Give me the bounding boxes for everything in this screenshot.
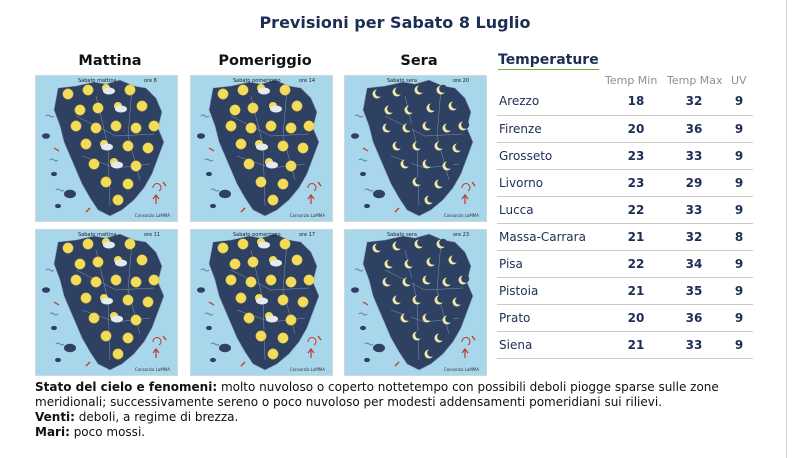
island-shape [64,190,76,198]
trend-curve-icon [308,184,316,191]
uv-cell: 9 [725,115,753,142]
map-title: Sabato sera [387,78,417,84]
wind-arrow-icon [86,362,90,366]
sun-icon [226,275,236,285]
wind-arrow-icon [86,208,90,212]
temp-max-cell: 33 [663,196,725,223]
sea-wave-icon [205,313,213,315]
sun-icon [149,275,159,285]
sea-wave-icon [205,159,213,161]
sun-icon [238,85,248,95]
city-cell: Massa-Carrara [497,223,609,250]
map-credit: Consorzio LaMMA [289,367,325,372]
table-row [497,196,753,223]
wind-arrow-icon [363,302,368,305]
map-title: Sabato pomeriggio [233,232,281,238]
sea-wave-icon [365,343,373,345]
sun-icon [93,257,103,267]
map-credit: Consorzio LaMMA [134,367,170,372]
island-shape [210,358,216,362]
island-shape [197,133,205,139]
sun-icon [298,143,308,153]
temperature-arrow-icon [308,195,314,204]
table-row [497,304,753,331]
temperature-arrow-icon [153,349,159,358]
tuscany-map [36,230,178,376]
temp-min-cell: 23 [609,169,663,196]
city-cell: Pisa [497,250,609,277]
sun-icon [226,121,236,131]
sun-icon [123,295,133,305]
tuscany-map [345,76,487,222]
wind-arrow-icon [241,362,245,366]
sea-wave-icon [46,269,54,271]
tuscany-map [345,230,487,376]
sea-summary [35,425,765,440]
city-cell: Prato [497,304,609,331]
temperature-arrow-icon [153,195,159,204]
sun-icon [292,101,302,111]
sky-label: Stato del cielo e fenomeni: [35,380,218,394]
sun-icon [137,101,147,111]
map-credit: Consorzio LaMMA [289,213,325,218]
island-shape [373,190,385,198]
sun-icon [71,121,81,131]
sun-icon [83,85,93,95]
sea-wave-icon [365,189,373,191]
sea-wave-icon [359,313,367,315]
city-cell: Firenze [497,115,609,142]
map-hour: ore 14 [299,78,316,84]
header-temp-min: Temp Min [605,74,658,87]
sea-wave-icon [50,313,58,315]
island-shape [55,358,61,362]
island-shape [219,344,231,352]
sun-icon [75,105,85,115]
sun-icon [81,293,91,303]
sea-wave-icon [359,159,367,161]
sea-text: poco mossi. [69,425,146,439]
island-shape [51,326,57,330]
wind-arrow-icon [472,182,475,186]
temp-min-cell: 20 [609,115,663,142]
forecast-map[interactable] [35,229,178,376]
sun-icon [75,259,85,269]
sun-icon [246,277,256,287]
wind-arrow-icon [209,302,214,305]
forecast-summary [35,380,765,440]
sun-icon [304,275,314,285]
map-hour: ore 17 [299,232,316,238]
wind-text: deboli, a regime di brezza. [74,410,239,424]
temperature-arrow-icon [462,195,468,204]
sun-icon [111,121,121,131]
sun-icon [123,141,133,151]
map-hour: ore 23 [453,232,470,238]
sun-icon [278,141,288,151]
sea-wave-icon [201,115,209,117]
sea-label: Mari: [35,425,70,439]
tuscany-map [191,230,333,376]
sun-icon [131,123,141,133]
forecast-map[interactable] [344,229,487,376]
tuscany-map [191,76,333,222]
sea-wave-icon [56,189,64,191]
sun-icon [256,177,266,187]
city-cell: Lucca [497,196,609,223]
sun-icon [286,161,296,171]
forecast-map[interactable] [190,229,333,376]
wind-arrow-icon [395,208,399,212]
uv-cell: 9 [725,196,753,223]
sun-icon [81,139,91,149]
temp-max-cell: 36 [663,304,725,331]
wind-arrow-icon [54,302,59,305]
trend-curve-icon [153,184,161,191]
forecast-map[interactable] [190,75,333,222]
sea-wave-icon [355,115,363,117]
map-title: Sabato mattina [78,232,117,238]
sun-icon [89,313,99,323]
sun-icon [230,259,240,269]
sun-icon [218,243,228,253]
sun-icon [101,177,111,187]
sun-icon [143,143,153,153]
sea-wave-icon [211,343,219,345]
island-shape [373,344,385,352]
table-row [497,142,753,169]
temp-max-cell: 32 [663,223,725,250]
city-cell: Grosseto [497,142,609,169]
table-row [497,223,753,250]
sun-icon [131,161,141,171]
sea-wave-icon [50,159,58,161]
wind-arrow-icon [241,208,245,212]
table-row [497,115,753,142]
sun-icon [286,123,296,133]
temp-min-cell: 22 [609,250,663,277]
wind-arrow-icon [395,362,399,366]
sun-icon [278,295,288,305]
sun-icon [248,257,258,267]
map-title: Sabato pomeriggio [233,78,281,84]
temp-min-cell: 18 [609,88,663,115]
sun-icon [244,159,254,169]
temp-max-cell: 35 [663,277,725,304]
city-cell: Siena [497,331,609,358]
column-header-morning: Mattina [78,53,142,69]
temp-max-cell: 36 [663,115,725,142]
sun-icon [113,195,123,205]
island-shape [360,172,366,176]
sun-icon [230,105,240,115]
tuscany-map [36,76,178,222]
sea-wave-icon [211,189,219,191]
sun-icon [101,331,111,341]
island-shape [364,358,370,362]
forecast-map[interactable] [344,75,487,222]
column-header-evening: Sera [400,53,438,69]
temperature-table [497,88,753,359]
sun-icon [286,277,296,287]
sea-wave-icon [56,343,64,345]
uv-cell: 8 [725,223,753,250]
city-cell: Pistoia [497,277,609,304]
map-hour: ore 20 [453,78,470,84]
sun-icon [131,315,141,325]
uv-cell: 9 [725,250,753,277]
sun-icon [93,103,103,113]
map-credit: Consorzio LaMMA [443,367,479,372]
sun-icon [91,123,101,133]
sea-wave-icon [201,269,209,271]
sun-icon [125,239,135,249]
wind-arrow-icon [472,336,475,340]
temp-max-cell: 32 [663,88,725,115]
sky-text: molto nuvoloso o coperto nottetempo con possibili deboli piogge sparse sulle zone meridionali; successivamente sereno o poco nuvoloso per modesti addensamenti pomeridiani sui rilievi. [35,380,719,409]
trend-curve-icon [153,338,161,345]
temp-min-cell: 23 [609,142,663,169]
sea-wave-icon [355,269,363,271]
header-temp-max: Temp Max [667,74,723,87]
wind-arrow-icon [209,148,214,151]
map-title: Sabato sera [387,232,417,238]
wind-arrow-icon [318,182,321,186]
uv-cell: 9 [725,142,753,169]
temp-min-cell: 22 [609,196,663,223]
island-shape [42,133,50,139]
uv-cell: 9 [725,304,753,331]
sun-icon [280,85,290,95]
divider [786,0,787,458]
table-row [497,169,753,196]
island-shape [219,190,231,198]
sun-icon [266,121,276,131]
sun-icon [280,239,290,249]
sun-icon [218,89,228,99]
sun-icon [304,121,314,131]
sea-wave-icon [46,115,54,117]
page-title: Previsioni per Sabato 8 Luglio [259,13,531,32]
sun-icon [137,255,147,265]
wind-arrow-icon [163,336,166,340]
city-cell: Livorno [497,169,609,196]
island-shape [64,344,76,352]
sun-icon [149,121,159,131]
island-shape [55,204,61,208]
island-shape [351,133,359,139]
temp-max-cell: 29 [663,169,725,196]
uv-cell: 9 [725,331,753,358]
map-hour: ore 11 [144,232,161,238]
uv-cell: 9 [725,88,753,115]
temp-min-cell: 21 [609,223,663,250]
sun-icon [83,239,93,249]
island-shape [51,172,57,176]
sun-icon [238,239,248,249]
sun-icon [131,277,141,287]
island-shape [360,326,366,330]
sun-icon [292,255,302,265]
sun-icon [91,277,101,287]
temp-min-cell: 21 [609,277,663,304]
sun-icon [286,315,296,325]
sun-icon [256,331,266,341]
trend-curve-icon [308,338,316,345]
wind-arrow-icon [54,148,59,151]
island-shape [206,326,212,330]
island-shape [197,287,205,293]
island-shape [210,204,216,208]
wind-label: Venti: [35,410,75,424]
table-row [497,88,753,115]
map-credit: Consorzio LaMMA [443,213,479,218]
trend-curve-icon [462,184,470,191]
uv-cell: 9 [725,277,753,304]
sun-icon [278,179,288,189]
table-row [497,250,753,277]
sun-icon [143,297,153,307]
header-uv: UV [731,74,747,87]
island-shape [42,287,50,293]
island-shape [364,204,370,208]
sun-icon [236,139,246,149]
sun-icon [71,275,81,285]
sun-icon [248,103,258,113]
trend-curve-icon [462,338,470,345]
table-row [497,331,753,358]
temp-min-cell: 21 [609,331,663,358]
temp-max-cell: 33 [663,142,725,169]
wind-summary [35,410,765,425]
sun-icon [123,333,133,343]
sun-icon [113,349,123,359]
sun-icon [236,293,246,303]
table-row [497,277,753,304]
sun-icon [268,349,278,359]
sun-icon [111,275,121,285]
wind-arrow-icon [163,182,166,186]
map-title: Sabato mattina [78,78,117,84]
map-credit: Consorzio LaMMA [134,213,170,218]
island-shape [351,287,359,293]
sun-icon [89,159,99,169]
column-header-afternoon: Pomeriggio [218,53,312,69]
temperature-arrow-icon [462,349,468,358]
map-hour: ore 8 [144,78,157,84]
sun-icon [63,243,73,253]
uv-cell: 9 [725,169,753,196]
sun-icon [266,275,276,285]
sun-icon [125,85,135,95]
island-shape [206,172,212,176]
sun-icon [278,333,288,343]
temp-min-cell: 20 [609,304,663,331]
temp-max-cell: 33 [663,331,725,358]
wind-arrow-icon [363,148,368,151]
sun-icon [246,123,256,133]
temperature-arrow-icon [308,349,314,358]
sun-icon [123,179,133,189]
wind-arrow-icon [318,336,321,340]
temperature-title: Temperature [498,52,599,68]
sun-icon [63,89,73,99]
sky-summary [35,380,765,410]
forecast-map[interactable] [35,75,178,222]
sun-icon [244,313,254,323]
temp-max-cell: 34 [663,250,725,277]
sun-icon [298,297,308,307]
sun-icon [268,195,278,205]
city-cell: Arezzo [497,88,609,115]
